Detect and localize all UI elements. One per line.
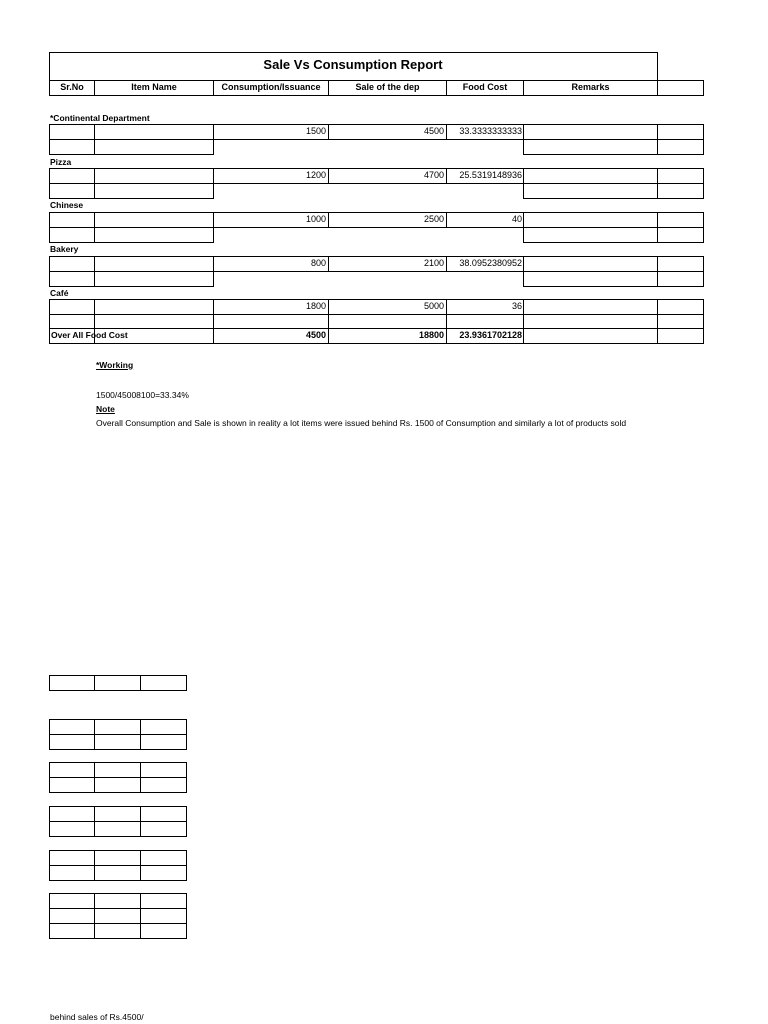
cell — [49, 168, 95, 184]
cell — [49, 777, 95, 793]
cell — [657, 256, 704, 272]
cell — [657, 124, 704, 140]
cell — [140, 675, 187, 691]
cell — [523, 212, 658, 228]
cell — [140, 923, 187, 939]
cell — [94, 923, 141, 939]
cell — [140, 719, 187, 735]
cell — [657, 299, 704, 315]
cell — [140, 777, 187, 793]
cell — [49, 212, 95, 228]
note-continued: behind sales of Rs.4500/ — [50, 1012, 144, 1022]
cell — [523, 124, 658, 140]
cell — [94, 183, 214, 199]
food-cost-value: 25.5319148936 — [459, 170, 522, 180]
cell — [94, 212, 214, 228]
sale-value: 2500 — [423, 214, 444, 224]
cell — [657, 328, 704, 344]
sale-value: 4700 — [423, 170, 444, 180]
cell — [140, 865, 187, 881]
cell — [94, 719, 141, 735]
cell — [94, 762, 141, 778]
cell — [94, 865, 141, 881]
total-sale: 18800 — [418, 330, 444, 340]
cell — [523, 168, 658, 184]
cell — [49, 821, 95, 837]
header-remarks: Remarks — [571, 82, 610, 92]
food-cost-value: 38.0952380952 — [459, 258, 522, 268]
header-consumption: Consumption/Issuance — [221, 82, 321, 92]
cell — [140, 806, 187, 822]
sale-value: 2100 — [423, 258, 444, 268]
header-sale: Sale of the dep — [355, 82, 420, 92]
cell — [49, 227, 95, 243]
cell — [49, 256, 95, 272]
total-food-cost: 23.9361702128 — [459, 330, 522, 340]
header-srno: Sr.No — [60, 82, 84, 92]
cell — [94, 806, 141, 822]
section-label-continental: *Continental Department — [50, 113, 150, 123]
cell — [94, 139, 214, 155]
sale-value: 5000 — [423, 301, 444, 311]
cell — [49, 271, 95, 287]
cell — [94, 299, 214, 315]
cell — [49, 183, 95, 199]
food-cost-value: 33.3333333333 — [459, 126, 522, 136]
cell — [49, 299, 95, 315]
header-food-cost: Food Cost — [462, 82, 508, 92]
cell — [140, 821, 187, 837]
working-heading: *Working — [96, 360, 134, 370]
note-text: Overall Consumption and Sale is shown in reality a lot items were issued behind Rs. 1500 of Consumption and similarly a lot of products sold — [96, 418, 627, 428]
cell — [657, 139, 704, 155]
consumption-value: 1200 — [305, 170, 326, 180]
cell — [94, 821, 141, 837]
cell — [94, 908, 141, 924]
consumption-value: 1000 — [305, 214, 326, 224]
consumption-value: 800 — [310, 258, 326, 268]
cell — [94, 227, 214, 243]
cell — [49, 865, 95, 881]
cell — [49, 850, 95, 866]
cell — [94, 256, 214, 272]
cell — [140, 893, 187, 909]
total-consumption: 4500 — [305, 330, 326, 340]
cell — [49, 675, 95, 691]
consumption-value: 1800 — [305, 301, 326, 311]
cell — [657, 168, 704, 184]
report-title: Sale Vs Consumption Report — [263, 57, 443, 72]
cell — [94, 168, 214, 184]
cell — [523, 139, 658, 155]
total-label: Over All Food Cost — [51, 330, 128, 340]
sale-value: 4500 — [423, 126, 444, 136]
cell — [94, 271, 214, 287]
header-item-name: Item Name — [131, 82, 177, 92]
cell — [140, 734, 187, 750]
consumption-value: 1500 — [305, 126, 326, 136]
cell — [94, 124, 214, 140]
cell — [523, 183, 658, 199]
cell — [94, 893, 141, 909]
food-cost-value: 40 — [511, 214, 522, 224]
cell — [657, 227, 704, 243]
cell — [657, 271, 704, 287]
cell — [523, 271, 658, 287]
cell — [523, 256, 658, 272]
cell — [140, 908, 187, 924]
cell — [94, 777, 141, 793]
cell — [49, 124, 95, 140]
cell — [94, 675, 141, 691]
cell — [49, 734, 95, 750]
cell — [657, 212, 704, 228]
section-label-bakery: Bakery — [50, 244, 79, 254]
cell — [49, 908, 95, 924]
food-cost-value: 36 — [511, 301, 522, 311]
cell — [523, 328, 658, 344]
section-label-chinese: Chinese — [50, 200, 84, 210]
cell — [49, 806, 95, 822]
cell — [49, 762, 95, 778]
cell — [523, 299, 658, 315]
cell — [140, 850, 187, 866]
cell — [523, 227, 658, 243]
cell — [94, 734, 141, 750]
working-formula: 1500/45008100=33.34% — [96, 390, 189, 400]
cell — [49, 923, 95, 939]
cell — [49, 139, 95, 155]
section-label-cafe: Café — [50, 288, 69, 298]
cell — [49, 719, 95, 735]
note-heading: Note — [96, 404, 115, 414]
cell — [49, 893, 95, 909]
cell — [94, 850, 141, 866]
cell — [140, 762, 187, 778]
cell — [657, 183, 704, 199]
section-label-pizza: Pizza — [50, 157, 72, 167]
